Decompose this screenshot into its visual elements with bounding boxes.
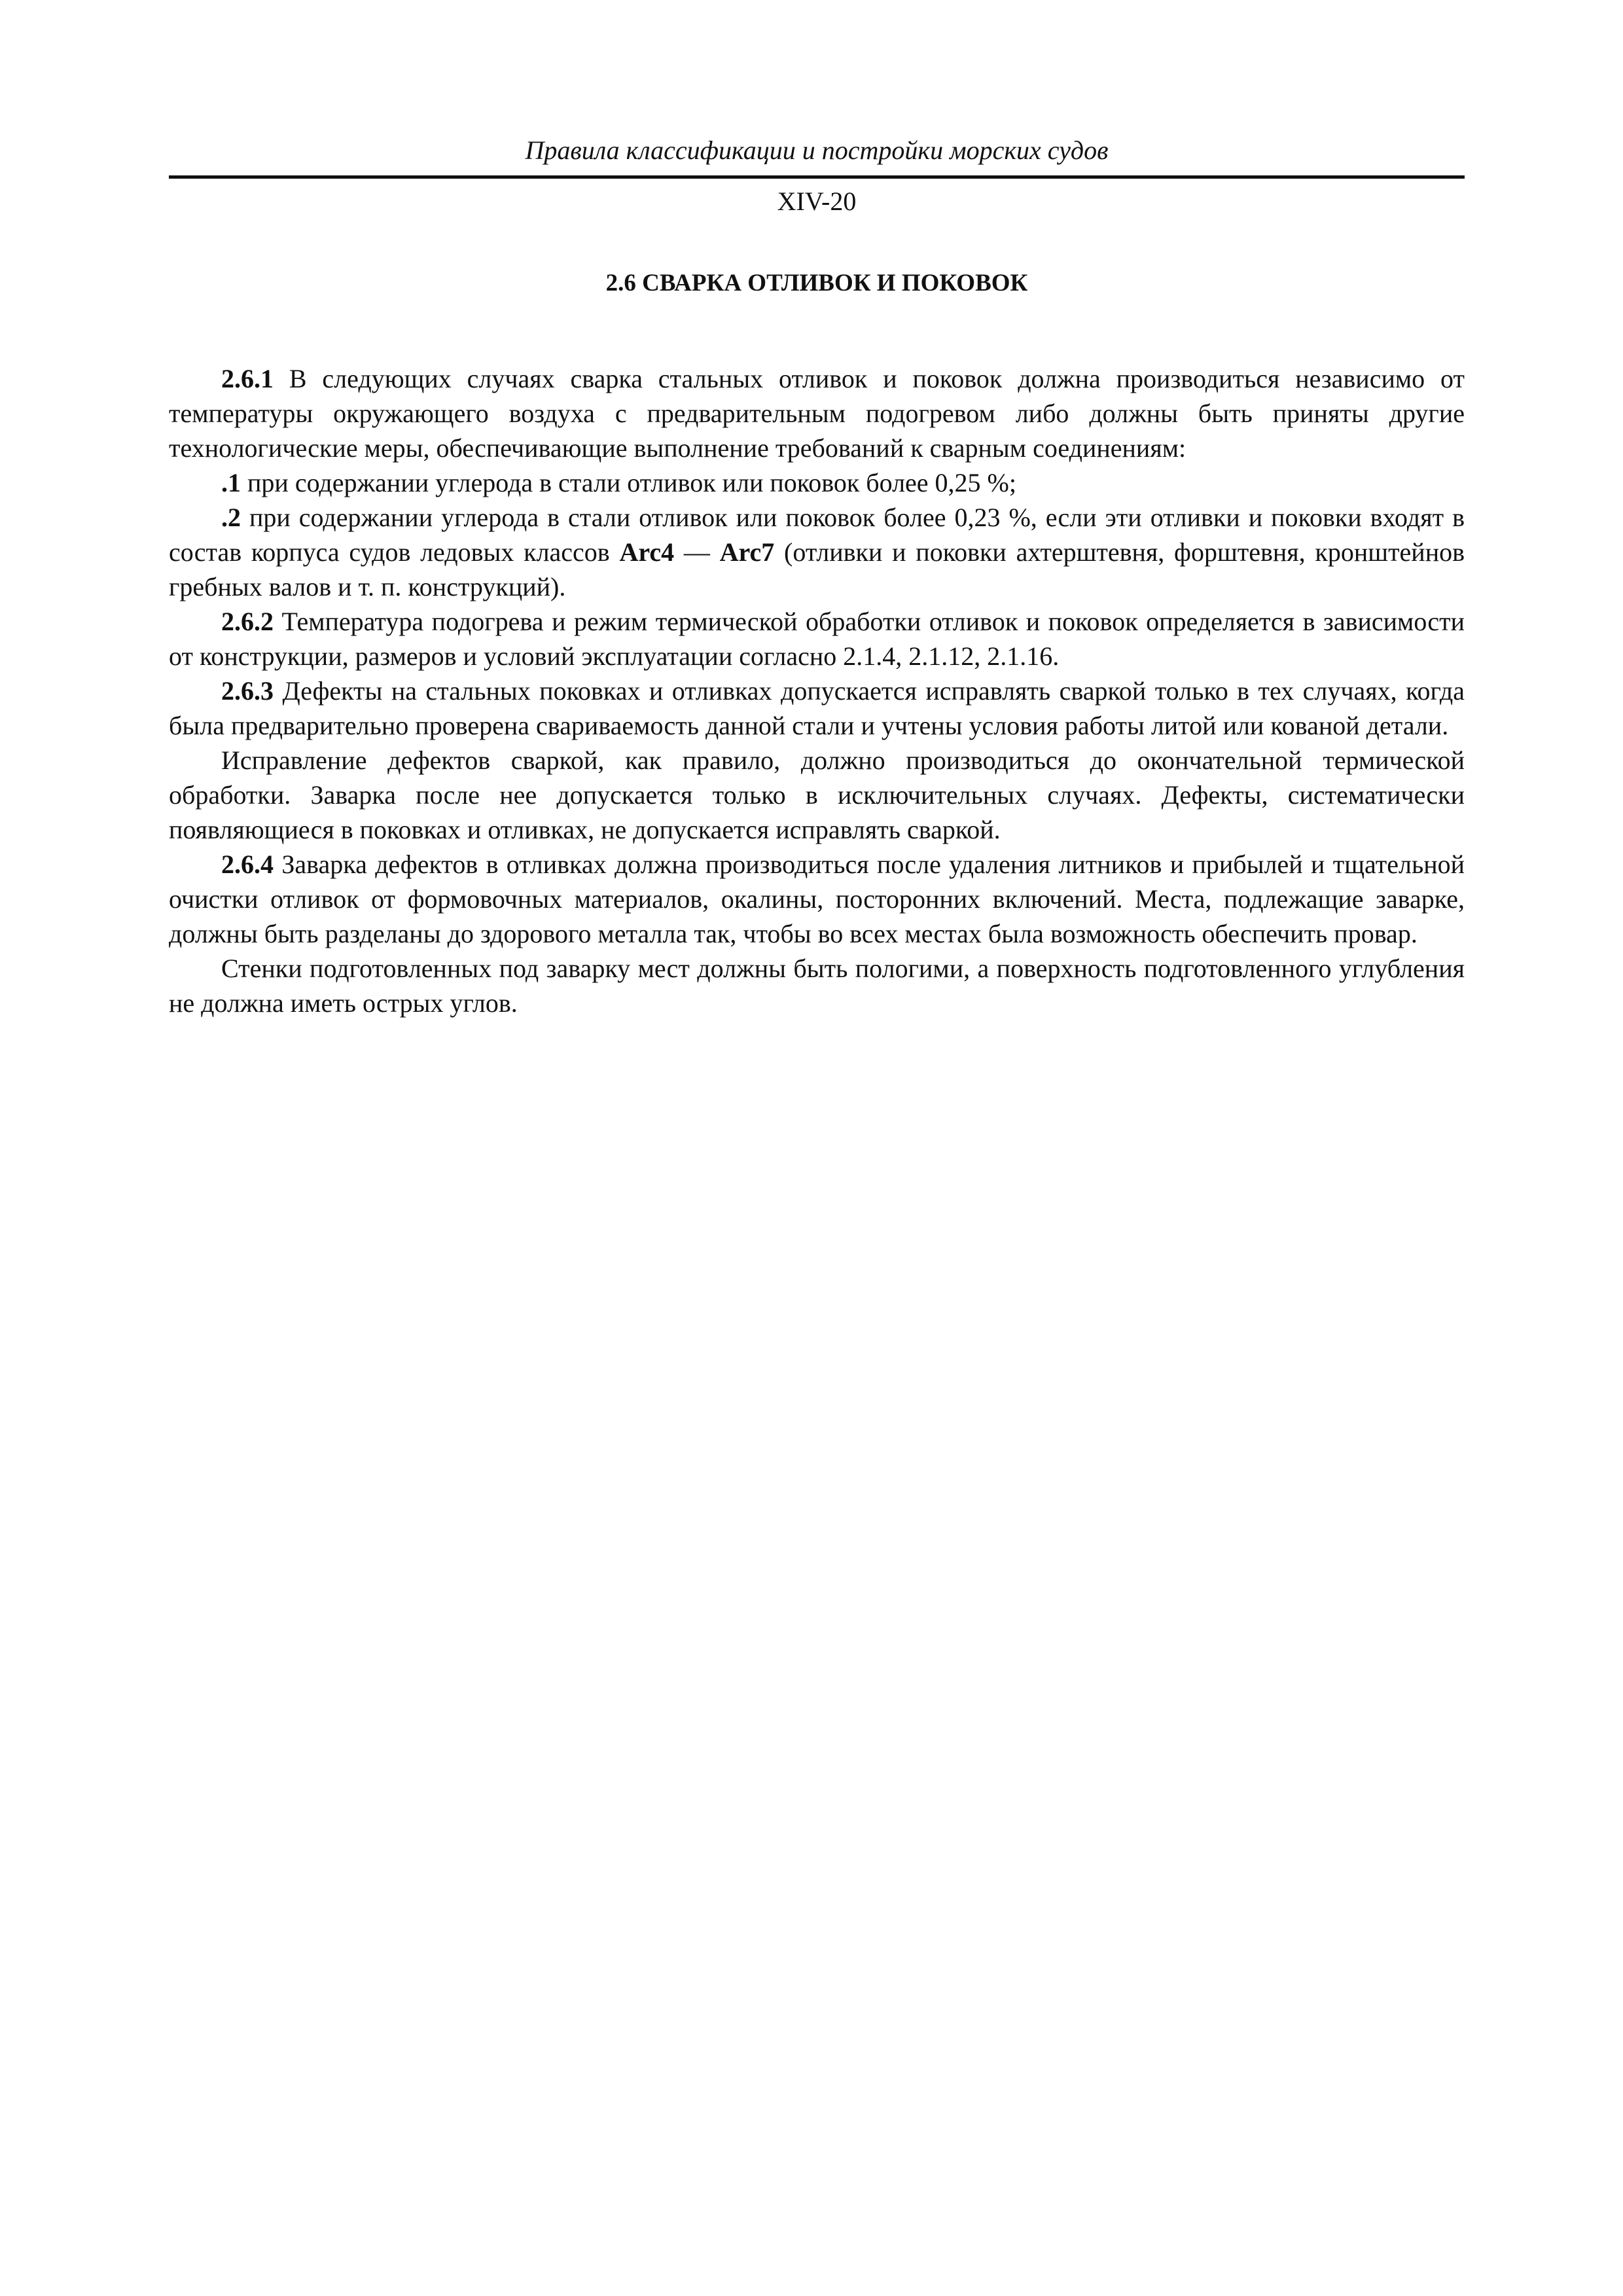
list-item-1 bbox=[169, 465, 1465, 500]
section-title: 2.6 СВАРКА ОТЛИВОК И ПОКОВОК bbox=[605, 270, 1028, 296]
ice-class-to: Arc7 bbox=[719, 537, 775, 567]
header-rule bbox=[169, 175, 1465, 179]
item-text: при содержании углерода в стали отливок или поковок более 0,25 %; bbox=[241, 468, 1016, 497]
paragraph-text: В следующих случаях сварка стальных отливок и поковок должна производиться независимо от температуры окружающего воздуха с предварительным подогревом либо должны быть приняты другие технологические меры, обеспечивающие выполнение требований к сварным соединениям: bbox=[169, 364, 1465, 463]
section-body bbox=[169, 361, 1465, 1020]
page-number: XIV-20 bbox=[777, 187, 857, 216]
class-range-dash: — bbox=[674, 537, 720, 567]
paragraph-number: 2.6.1 bbox=[221, 364, 274, 393]
paragraph-2-6-2 bbox=[169, 604, 1465, 673]
paragraph-number: 2.6.4 bbox=[221, 850, 274, 879]
paragraph-2-6-3 bbox=[169, 673, 1465, 743]
paragraph-text: Заварка дефектов в отливках должна производиться после удаления литников и прибылей и тщательной очистки отливок от формовочных материалов, окалины, посторонних включений. Места, подлежащие заварке, должны быть разделаны до здорового металла так, чтобы во всех местах была возможность обеспечить провар. bbox=[169, 850, 1465, 948]
paragraph-2-6-1 bbox=[169, 361, 1465, 465]
paragraph-2-6-4-continued: Стенки подготовленных под заварку мест должны быть пологими, а поверхность подготовленного углубления не должна иметь острых углов. bbox=[169, 954, 1465, 1018]
paragraph-text: Дефекты на стальных поковках и отливках допускается исправлять сваркой только в тех случаях, когда была предварительно проверена свариваемость данной стали и учтены условия работы литой или кованой детали. bbox=[169, 676, 1465, 740]
paragraph-2-6-4 bbox=[169, 847, 1465, 951]
item-text: при содержании углерода в стали отливок или поковок более 0,23 %, если эти отливки и поковки входят в состав корпуса судов ледовых классов bbox=[169, 503, 1465, 567]
item-number: .1 bbox=[221, 468, 241, 497]
paragraph-number: 2.6.3 bbox=[221, 676, 274, 706]
ice-class-from: Arc4 bbox=[619, 537, 675, 567]
list-item-2 bbox=[169, 500, 1465, 604]
paragraph-2-6-3-continued: Исправление дефектов сваркой, как правило, должно производиться до окончательной термической обработки. Заварка после нее допускается только в исключительных случаях. Дефекты, систематически появляющиеся в поковках и отливках, не допускается исправлять сваркой. bbox=[169, 745, 1465, 844]
item-number: .2 bbox=[221, 503, 241, 532]
paragraph-text: Температура подогрева и режим термической обработки отливок и поковок определяется в зависимости от конструкции, размеров и условий эксплуатации согласно 2.1.4, 2.1.12, 2.1.16. bbox=[169, 607, 1465, 671]
item-text-continued: (отливки и поковки ахтерштевня, форштевня, кронштейнов гребных валов и т. п. конструкций). bbox=[169, 537, 1465, 601]
running-header: Правила классификации и постройки морских судов bbox=[525, 135, 1109, 165]
paragraph-number: 2.6.2 bbox=[221, 607, 274, 636]
